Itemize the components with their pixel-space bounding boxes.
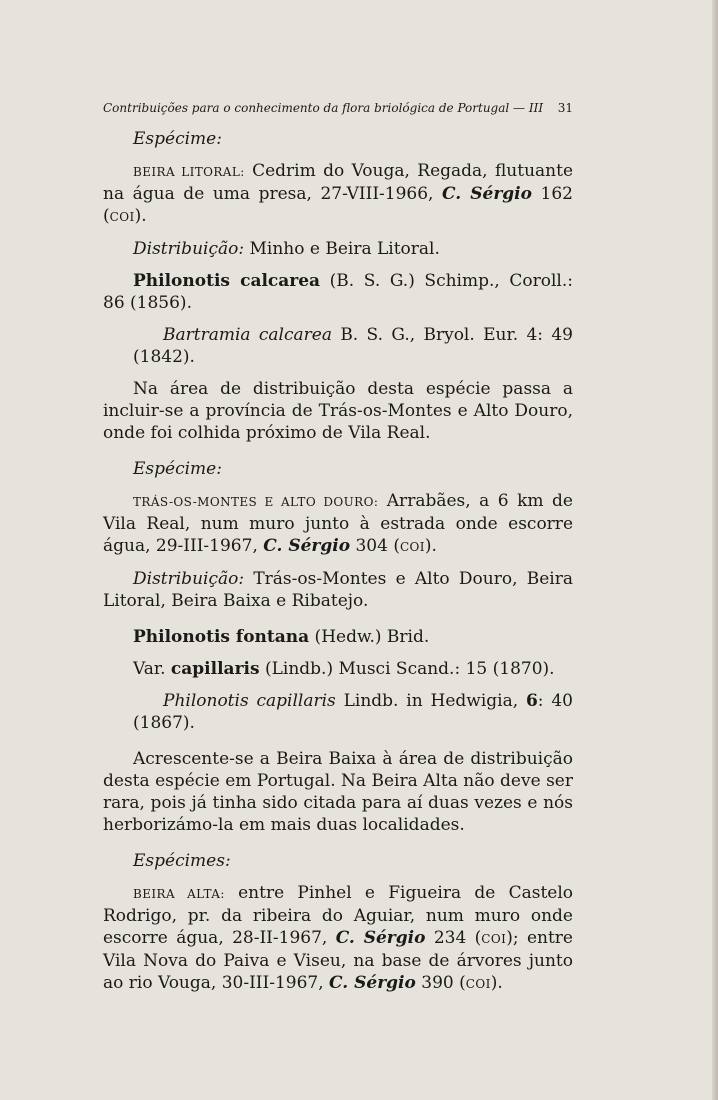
collection-number: 390 ( [415,973,466,993]
page-body [103,128,573,995]
synonym [103,324,573,368]
taxon-name: Philonotis calcarea [133,271,321,291]
distribution [103,238,573,260]
taxon-heading [103,270,573,314]
taxon-name: Philonotis fontana [133,627,310,647]
synonym-citation: B. S. G., Bryol. Eur. 4: 49 (1842). [133,325,574,367]
specimen-heading: Espécime: [133,129,222,149]
specimen-record: BEIRA LITORAL: Cedrim do Vouga, Regada, flutuante na água de uma presa, 27-VIII-1966, C. Sérgio 162 (COI). [103,161,574,226]
region-name: BEIRA ALTA: [133,887,225,901]
region-name: TRÁS-OS-MONTES E ALTO DOURO: [133,495,379,509]
distribution [103,568,573,612]
running-title: Contribuições para o conhecimento da flora briológica de Portugal — III [103,101,544,115]
variety-heading: Var. capillaris (Lindb.) Musci Scand.: 15 (1870). [133,659,555,679]
specimen-heading: Espécime: [133,459,222,479]
region-name: BEIRA LITORAL: [133,165,245,179]
page-number: 31 [557,101,573,115]
record-text: Cedrim do Vouga, Regada, flutuante na água de uma presa, 27-VIII-1966, [103,161,574,204]
distribution-text: Trás-os-Montes e Alto Douro, Beira Litoral, Beira Baixa e Ribatejo. [103,569,573,611]
running-header [103,101,573,115]
taxon-citation: (B. S. G.) Schimp., Coroll.: 86 (1856). [103,271,574,313]
remarks-paragraph: Na área de distribuição desta espécie passa a incluir-se a província de Trás-os-Montes e Alto Douro, onde foi colhida próximo de Vila Real. [103,379,573,443]
taxon-citation: (Hedw.) Brid. [309,627,430,647]
distribution-text: Minho e Beira Litoral. [244,239,440,259]
distribution-label: Distribuição: [133,569,245,589]
synonym: Philonotis capillaris Lindb. in Hedwigia, 6: 40 (1867). [133,691,573,733]
specimen-record: TRÁS-OS-MONTES E ALTO DOURO: Arrabães, a 6 km de Vila Real, num muro junto à estrada onde escorre água, 29-III-1967, C. Sérgio 304 (COI). [103,491,573,556]
collector-name: C. Sérgio [329,973,416,993]
page-edge [712,0,718,1100]
collection-number: 304 ( [350,536,400,556]
herbarium-code: COI [399,540,425,554]
collector-name: C. Sérgio [263,536,351,556]
herbarium-code: COI [465,977,491,991]
collection-number: 234 ( [425,928,482,948]
herbarium-code: COI [109,210,135,224]
variety-citation: (Lindb.) Musci Scand.: 15 (1870). [259,659,555,679]
record-text: Arrabães, a 6 km de Vila Real, num muro junto à estrada onde escorre água, 29-III-1967, [103,491,573,556]
volume-number: 6 [525,691,538,711]
taxon-heading [103,626,573,648]
collector-name: C. Sérgio [442,184,532,204]
collector-name: C. Sérgio [335,928,426,948]
synonym-name: Bartramia calcarea [163,325,332,345]
record-text: entre Pinhel e Figueira de Castelo Rodrigo, pr. da ribeira do Aguiar, num muro onde escorre água, 28-II-1967, [103,883,574,948]
record-text: ); entre Vila Nova do Paiva e Viseu, na base de árvores junto ao rio Vouga, 30-III-1967, [103,928,573,993]
specimen-record: BEIRA ALTA: entre Pinhel e Figueira de Castelo Rodrigo, pr. da ribeira do Aguiar, num muro onde escorre água, 28-II-1967, C. Sérgio 234 (COI); entre Vila Nova do Paiva e Viseu, na base de árvores junto ao rio Vouga, 30-III-1967, C. Sérgio 390 (COI). [103,883,574,993]
remarks-paragraph: Acrescente-se a Beira Baixa à área de distribuição desta espécie em Portugal. Na Beira Alta não deve ser rara, pois já tinha sido citada para aí duas vezes e nós herborizámo-la em mais duas localidades. [103,749,573,835]
herbarium-code: COI [481,932,507,946]
distribution-label: Distribuição: [133,239,245,259]
variety-name: capillaris [170,659,260,679]
synonym-name: Philonotis capillaris [163,691,336,711]
collection-number: 162 ( [103,184,573,226]
synonym-citation: Lindb. in Hedwigia, [335,691,526,711]
specimen-heading: Espécimes: [133,851,231,871]
